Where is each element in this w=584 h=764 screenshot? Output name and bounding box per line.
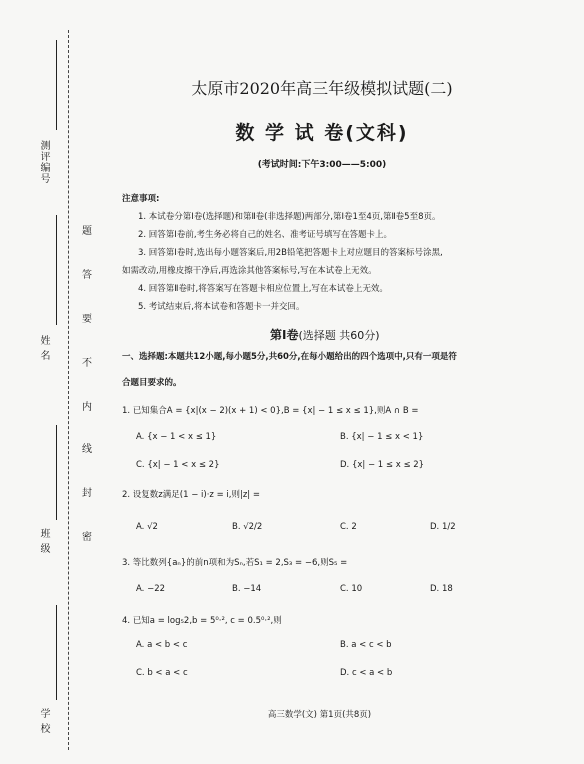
notice-item: 1. 本试卷分第Ⅰ卷(选择题)和第Ⅱ卷(非选择题)两部分,第Ⅰ卷1至4页,第Ⅱ卷5至8页。: [138, 212, 441, 222]
notice-item: 3. 回答第Ⅰ卷时,选出每小题答案后,用2B铅笔把答题卡上对应题目的答案标号涂黑,: [138, 248, 443, 258]
option: C. 2: [340, 522, 357, 532]
class-label: 班 级: [38, 528, 49, 555]
notice-item: 4. 回答第Ⅱ卷时,将答案写在答题卡相应位置上,写在本试卷上无效。: [138, 284, 388, 294]
notice-item: 2. 回答第Ⅰ卷前,考生务必将自己的姓名、准考证号填写在答题卡上。: [138, 230, 393, 240]
notice-item: 如需改动,用橡皮擦干净后,再选涂其他答案标号,写在本试卷上无效。: [122, 266, 377, 276]
option: B. √2/2: [232, 522, 263, 532]
page-footer: 高三数学(文) 第1页(共8页): [267, 710, 372, 720]
class-line: [56, 425, 57, 520]
option: B. −14: [232, 584, 262, 594]
question-stem: 1. 已知集合A = {x|(x − 2)(x + 1) < 0},B = {x| − 1 ≤ x ≤ 1},则A ∩ B =: [122, 406, 419, 416]
notice-item: 5. 考试结束后,将本试卷和答题卡一并交回。: [138, 302, 305, 312]
section-name: 第Ⅰ卷: [270, 328, 299, 342]
seal-char: 线: [82, 444, 92, 455]
option: C. {x| − 1 < x ≤ 2}: [136, 460, 220, 470]
seal-char: 内: [82, 402, 92, 413]
option: C. 10: [340, 584, 363, 594]
exam-time: (考试时间:下午3:00——5:00): [257, 160, 387, 170]
seal-char: 答: [82, 270, 92, 281]
school-line: [56, 605, 57, 700]
seal-char: 题: [82, 226, 92, 237]
option: B. {x| − 1 ≤ x < 1}: [340, 432, 424, 442]
option: D. {x| − 1 ≤ x ≤ 2}: [340, 460, 425, 470]
section-title: [270, 326, 380, 343]
notice-heading: 注意事项:: [122, 194, 160, 204]
option: B. a < c < b: [340, 640, 392, 650]
name-line: [56, 215, 57, 325]
option: D. 1/2: [430, 522, 456, 532]
section-note: (选择题 共60分): [298, 329, 380, 342]
school-label: 学 校: [38, 708, 49, 735]
instruction-line: 一、选择题:本题共12小题,每小题5分,共60分,在每小题给出的四个选项中,只有一项是符: [122, 352, 457, 362]
option: D. 18: [430, 584, 453, 594]
binding-strip: [0, 0, 110, 764]
option: A. −22: [136, 584, 166, 594]
option: A. a < b < c: [136, 640, 188, 650]
seat-label: 测评编号: [38, 140, 49, 184]
name-label: 姓 名: [38, 335, 49, 362]
instruction-line: 合题目要求的。: [122, 378, 182, 388]
option: A. {x − 1 < x ≤ 1}: [136, 432, 217, 442]
seal-char: 密: [82, 532, 92, 543]
option: A. √2: [136, 522, 158, 532]
seal-char: 要: [82, 314, 92, 325]
seal-char: 封: [82, 488, 92, 499]
question-stem: 4. 已知a = log₅2,b = 5⁰·², c = 0.5⁰·²,则: [122, 616, 282, 626]
option: C. b < a < c: [136, 668, 188, 678]
option: D. c < a < b: [340, 668, 393, 678]
exam-subtitle: 数 学 试 卷(文科): [235, 122, 409, 144]
seal-char: 不: [82, 358, 92, 369]
question-stem: 3. 等比数列{aₙ}的前n项和为Sₙ,若S₁ = 2,S₃ = −6,则S₅ =: [122, 558, 348, 568]
question-stem: 2. 设复数z满足(1 − i)·z = i,则|z| =: [122, 490, 260, 500]
exam-title: 太原市2020年高三年级模拟试题(二): [191, 79, 453, 98]
